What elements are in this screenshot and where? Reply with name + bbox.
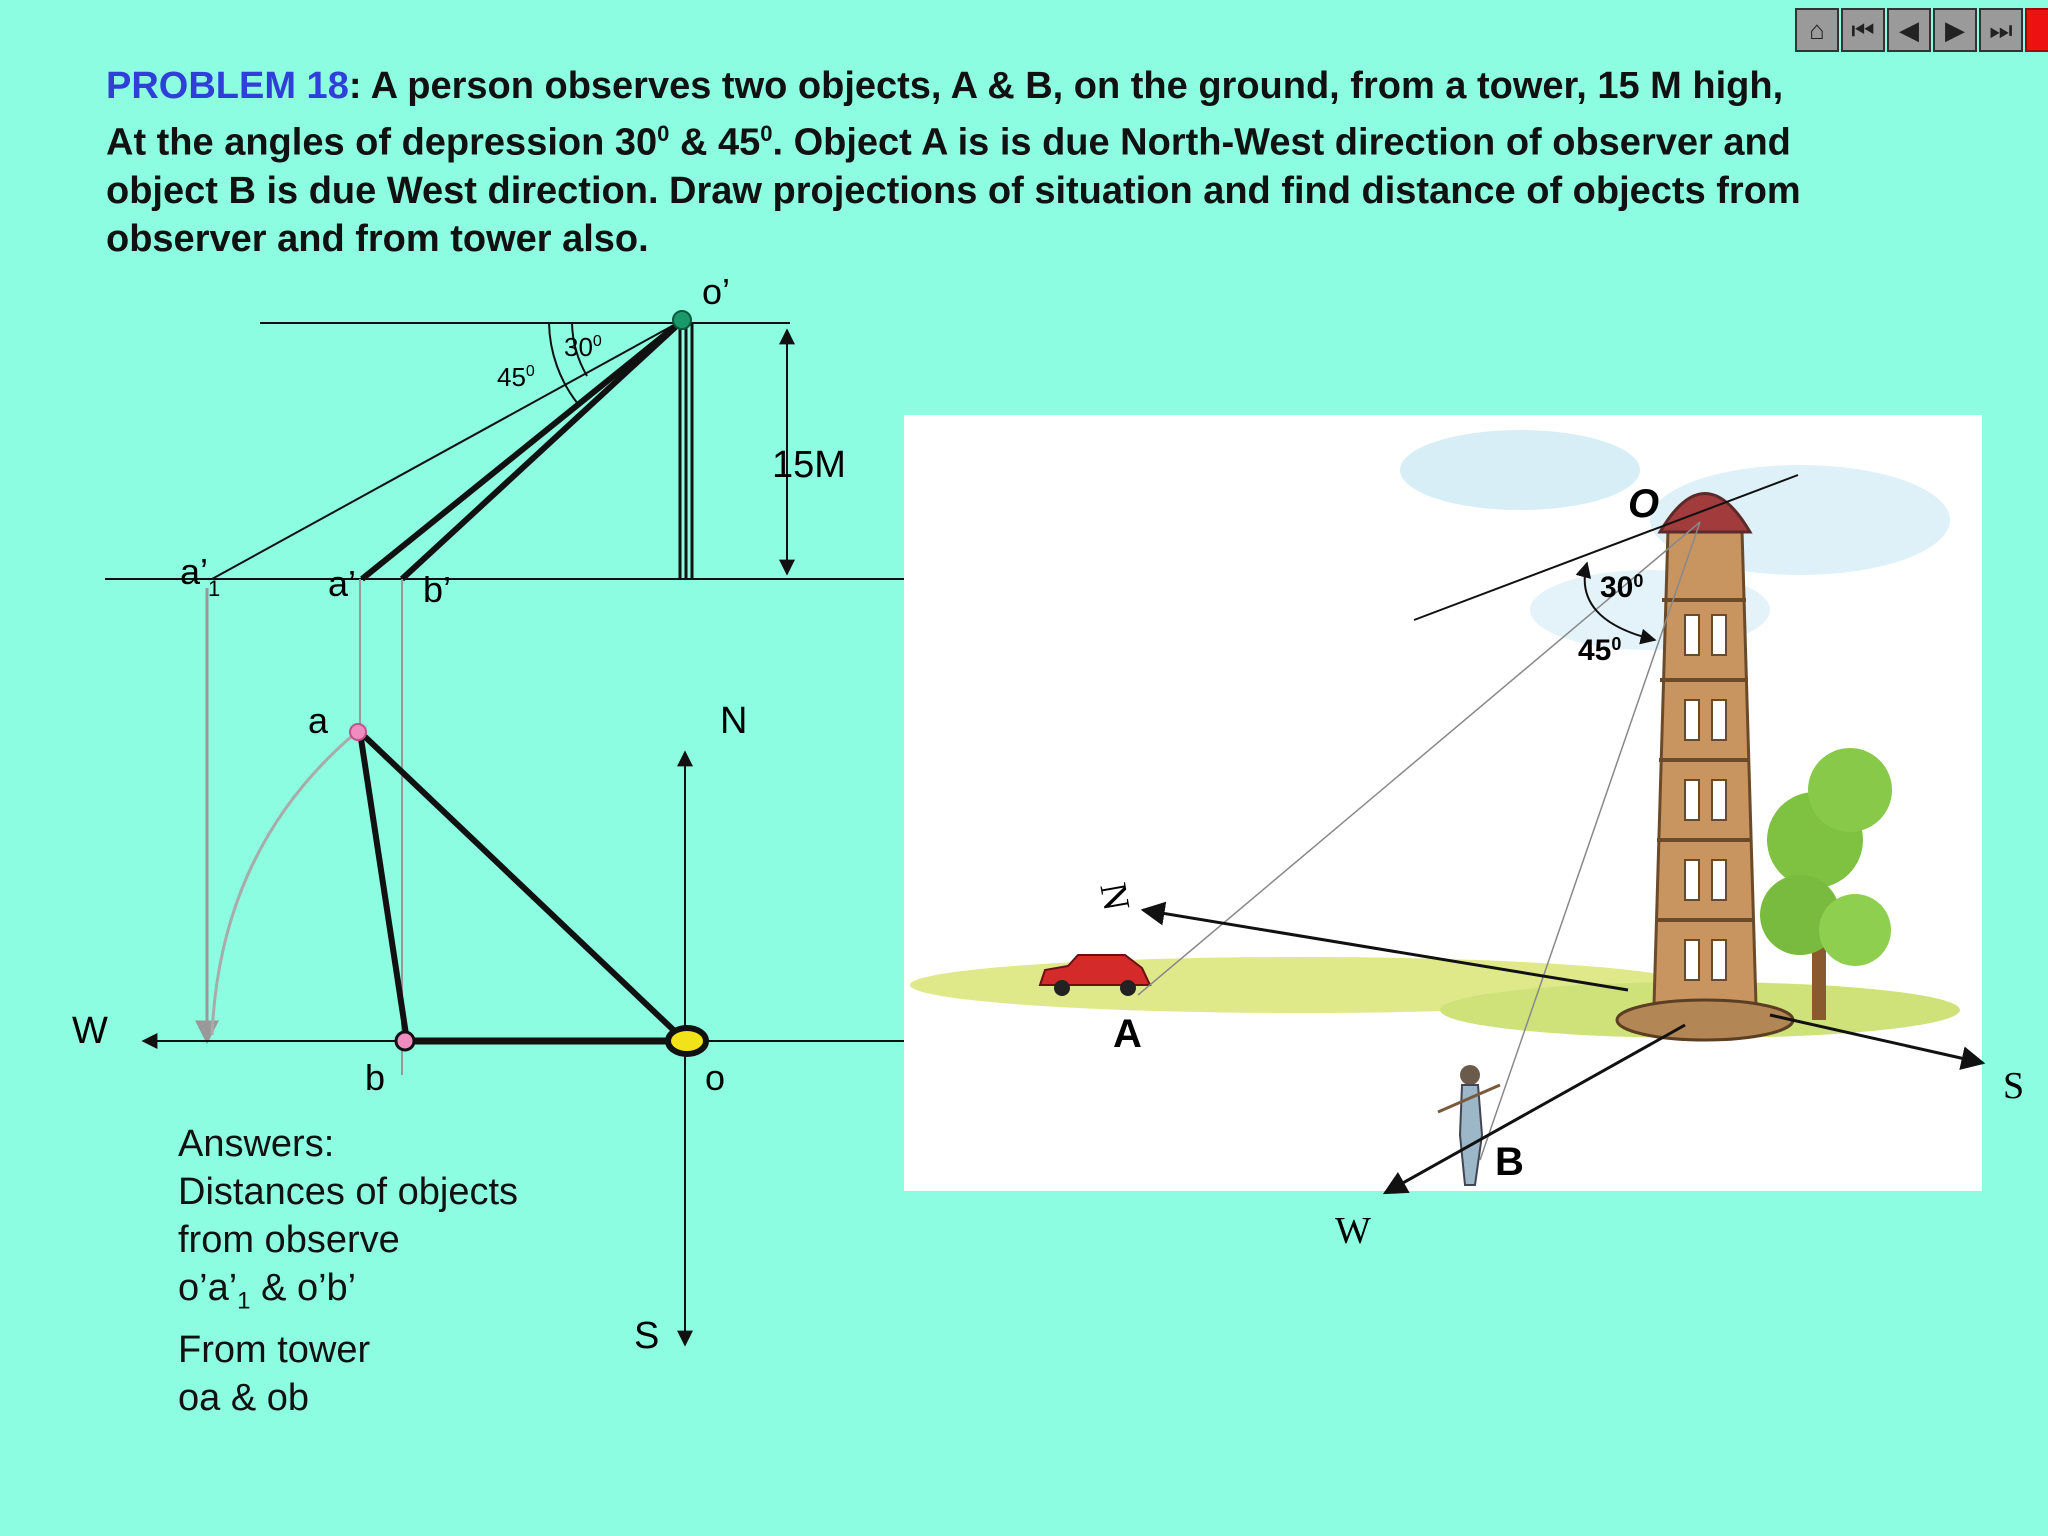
answers-title: Answers: bbox=[178, 1123, 335, 1165]
prev-slide-button[interactable]: ◀ bbox=[1887, 8, 1931, 52]
illus-label-B: B bbox=[1495, 1140, 1524, 1184]
tower-window bbox=[1712, 780, 1726, 820]
tree-foliage bbox=[1808, 748, 1892, 832]
tower-window bbox=[1685, 615, 1699, 655]
tower-window bbox=[1685, 860, 1699, 900]
problem-line-2b: & 45 bbox=[669, 121, 761, 164]
plan-line-ab bbox=[360, 732, 407, 1041]
degree-sup: 0 bbox=[657, 121, 670, 146]
tower-window bbox=[1685, 940, 1699, 980]
answers-line-2: from observe bbox=[178, 1219, 400, 1261]
label-a-prime: a’ bbox=[328, 563, 357, 604]
problem-line-2c: . Object A is is due North-West direction of observer and bbox=[772, 121, 1791, 164]
illus-label-N: N bbox=[1091, 879, 1138, 914]
illus-angle-30: $30^0$ bbox=[1600, 571, 1644, 604]
label-a1-prime: $a’_1$ bbox=[180, 551, 221, 601]
point-o bbox=[668, 1028, 706, 1054]
illus-label-O: O bbox=[1628, 482, 1660, 526]
car-wheel bbox=[1054, 980, 1070, 996]
illus-label-A: A bbox=[1113, 1012, 1142, 1056]
tower-base bbox=[1617, 1000, 1793, 1040]
tower-window bbox=[1712, 700, 1726, 740]
label-north: N bbox=[720, 700, 748, 742]
point-a bbox=[350, 724, 366, 740]
label-south: S bbox=[634, 1315, 660, 1357]
label-o: o bbox=[705, 1057, 726, 1098]
person-head bbox=[1460, 1065, 1480, 1085]
tower-illustration bbox=[904, 415, 2024, 1252]
home-button[interactable]: ⌂ bbox=[1795, 8, 1839, 52]
tower-window bbox=[1712, 860, 1726, 900]
label-o-prime: o’ bbox=[702, 271, 731, 312]
problem-sep: : bbox=[348, 65, 362, 107]
problem-label: PROBLEM 18 bbox=[106, 65, 349, 107]
illus-label-W: W bbox=[1335, 1210, 1371, 1252]
label-a: a bbox=[308, 700, 329, 741]
tower-window bbox=[1685, 780, 1699, 820]
elevation-view bbox=[105, 271, 960, 1075]
label-west: W bbox=[72, 1010, 108, 1052]
sight-line-a bbox=[362, 320, 683, 579]
angle-label-45: $45^0$ bbox=[497, 362, 535, 392]
problem-line-2a: At the angles of depression 30 bbox=[106, 121, 658, 164]
tower-window bbox=[1712, 615, 1726, 655]
angle-label-30: $30^0$ bbox=[564, 332, 602, 362]
first-slide-button[interactable]: ⏮ bbox=[1841, 8, 1885, 52]
tower-window bbox=[1712, 940, 1726, 980]
answers-block bbox=[178, 1120, 518, 1422]
point-b bbox=[396, 1032, 414, 1050]
illus-angle-45: $45^0$ bbox=[1578, 634, 1622, 667]
tree-foliage bbox=[1819, 894, 1891, 966]
height-label: 15M bbox=[772, 444, 846, 486]
point-o-prime bbox=[673, 311, 691, 329]
cloud bbox=[1400, 430, 1640, 510]
label-b-prime: b’ bbox=[423, 569, 452, 610]
problem-line-4: observer and from tower also. bbox=[106, 217, 649, 260]
illus-label-S: S bbox=[2003, 1065, 2025, 1107]
problem-line-3: object B is due West direction. Draw projections of situation and find distance of objects from bbox=[106, 169, 1801, 212]
car-wheel bbox=[1120, 980, 1136, 996]
problem-line-1: A person observes two objects, A & B, on the ground, from a tower, 15 M high, bbox=[370, 65, 1784, 107]
sight-line-b bbox=[402, 320, 683, 579]
rotation-arc bbox=[212, 736, 352, 1035]
label-b: b bbox=[365, 1057, 386, 1098]
degree-sup: 0 bbox=[760, 121, 773, 146]
last-slide-button[interactable]: ⏭ bbox=[1979, 8, 2023, 52]
next-slide-button[interactable]: ▶ bbox=[1933, 8, 1977, 52]
answers-line-3: $o’a’_1$ & o’b’ bbox=[178, 1267, 357, 1315]
answers-line-5: oa & ob bbox=[178, 1376, 309, 1419]
answers-line-4: From tower bbox=[178, 1328, 371, 1371]
tower-window bbox=[1685, 700, 1699, 740]
answers-line-1: Distances of objects bbox=[178, 1171, 519, 1213]
plan-line-oa bbox=[360, 732, 685, 1041]
